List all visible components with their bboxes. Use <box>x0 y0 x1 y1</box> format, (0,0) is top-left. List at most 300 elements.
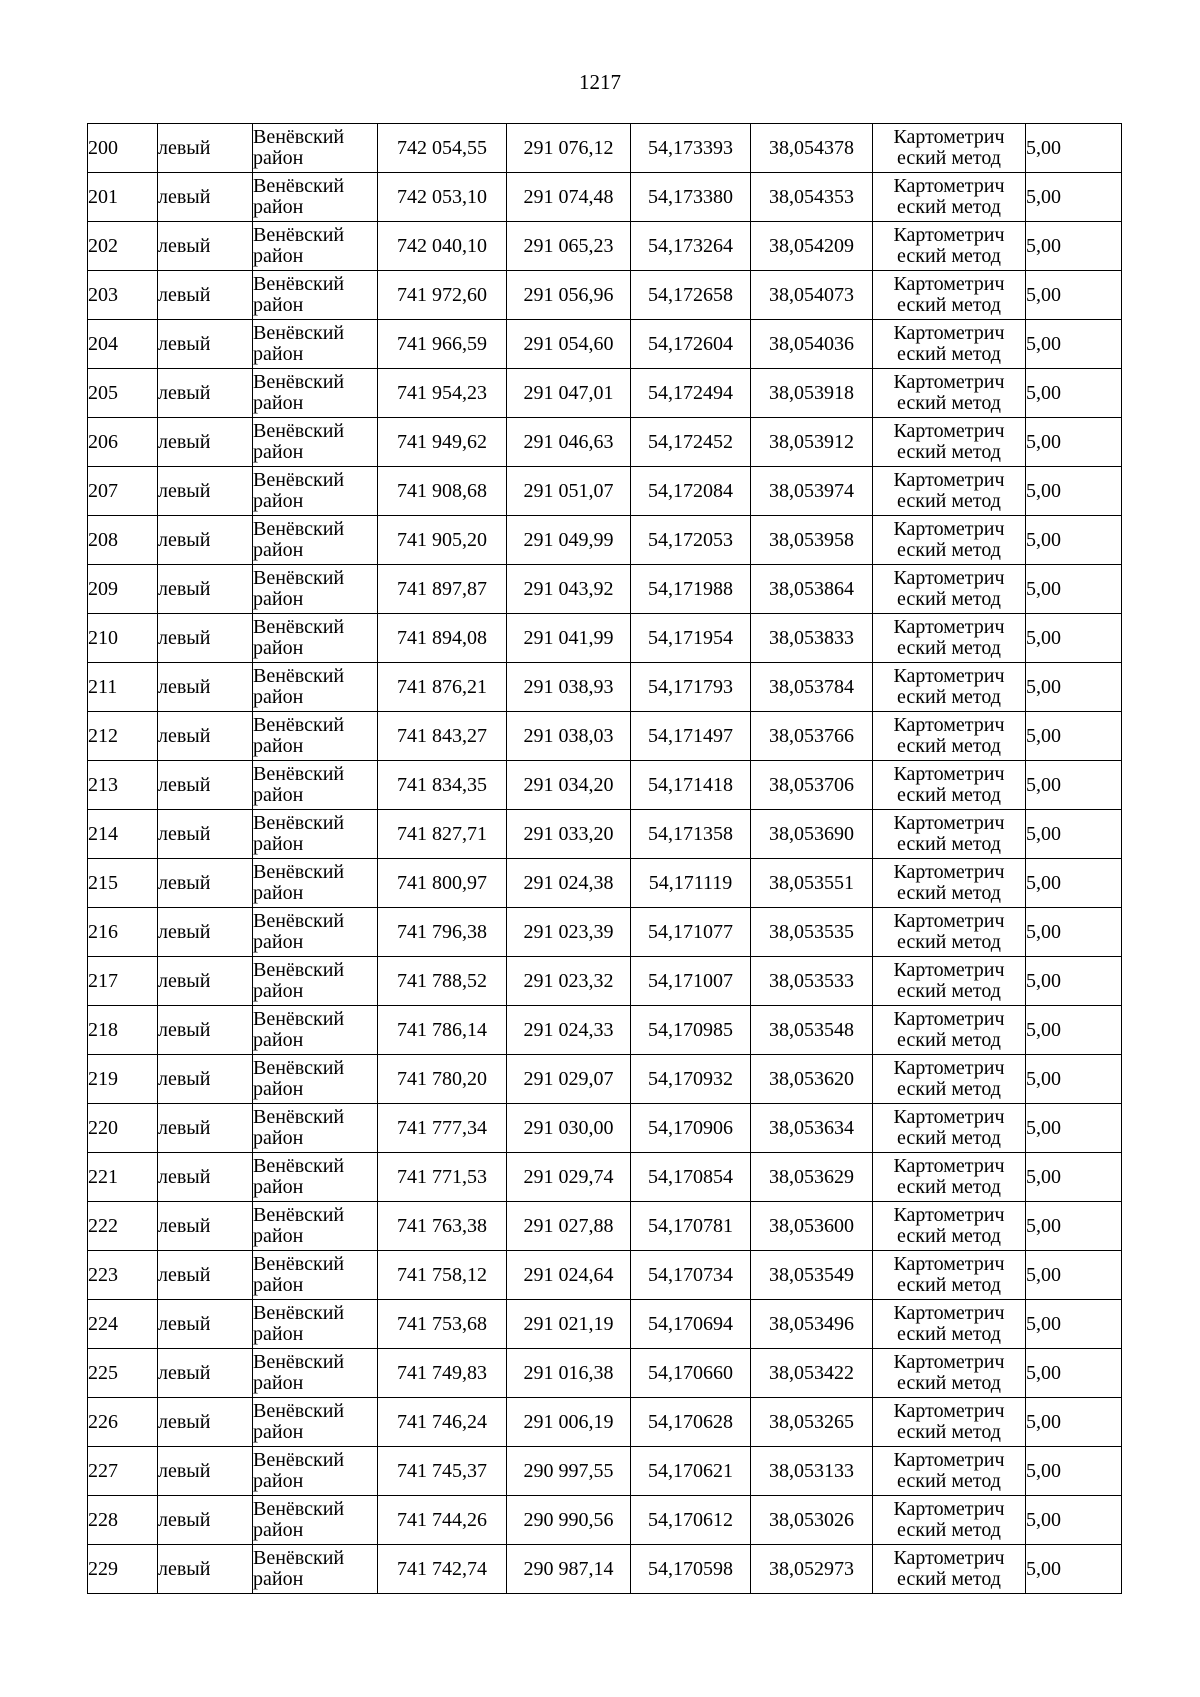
district-cell-line-2: район <box>253 1519 304 1541</box>
district-cell <box>253 810 378 859</box>
method-cell-line-1: Картометрич <box>893 518 1005 540</box>
method-cell-line-2: еский метод <box>897 784 1001 806</box>
method-cell-line-2: еский метод <box>897 1176 1001 1198</box>
latitude-cell: 54,171358 <box>631 810 751 859</box>
y-coordinate-cell: 291 034,20 <box>507 761 631 810</box>
district-cell-line-2: район <box>253 441 304 463</box>
method-cell-line-2: еский метод <box>897 441 1001 463</box>
method-cell-line-2: еский метод <box>897 1225 1001 1247</box>
method-cell-line-2: еский метод <box>897 882 1001 904</box>
table-row <box>88 859 1122 908</box>
method-cell <box>873 1055 1026 1104</box>
latitude-cell: 54,171793 <box>631 663 751 712</box>
district-cell <box>253 712 378 761</box>
table-row <box>88 908 1122 957</box>
table-row <box>88 1349 1122 1398</box>
district-cell-line-1: Венёвский <box>253 1302 345 1324</box>
longitude-cell: 38,053533 <box>751 957 873 1006</box>
side-cell: левый <box>158 1447 253 1496</box>
district-cell-line-1: Венёвский <box>253 518 345 540</box>
side-cell: левый <box>158 516 253 565</box>
district-cell-line-2: район <box>253 980 304 1002</box>
latitude-cell: 54,173393 <box>631 124 751 173</box>
district-cell <box>253 271 378 320</box>
x-coordinate-cell: 741 742,74 <box>378 1545 507 1594</box>
x-coordinate-cell: 741 777,34 <box>378 1104 507 1153</box>
district-cell-line-2: район <box>253 1372 304 1394</box>
y-coordinate-cell: 291 024,64 <box>507 1251 631 1300</box>
district-cell-line-1: Венёвский <box>253 224 345 246</box>
latitude-cell: 54,173264 <box>631 222 751 271</box>
table-row <box>88 418 1122 467</box>
district-cell <box>253 222 378 271</box>
method-cell <box>873 859 1026 908</box>
district-cell-line-2: район <box>253 1029 304 1051</box>
longitude-cell: 38,054209 <box>751 222 873 271</box>
point-number-cell: 214 <box>88 810 158 859</box>
district-cell <box>253 467 378 516</box>
latitude-cell: 54,171077 <box>631 908 751 957</box>
x-coordinate-cell: 741 745,37 <box>378 1447 507 1496</box>
latitude-cell: 54,170932 <box>631 1055 751 1104</box>
coordinates-table <box>87 123 1122 1594</box>
longitude-cell: 38,053706 <box>751 761 873 810</box>
side-cell: левый <box>158 369 253 418</box>
district-cell-line-1: Венёвский <box>253 861 345 883</box>
table-row <box>88 222 1122 271</box>
district-cell-line-2: район <box>253 882 304 904</box>
method-cell-line-2: еский метод <box>897 588 1001 610</box>
side-cell: левый <box>158 1349 253 1398</box>
point-number-cell: 218 <box>88 1006 158 1055</box>
method-cell-line-1: Картометрич <box>893 1351 1005 1373</box>
y-coordinate-cell: 291 043,92 <box>507 565 631 614</box>
district-cell <box>253 1055 378 1104</box>
x-coordinate-cell: 742 053,10 <box>378 173 507 222</box>
side-cell: левый <box>158 1006 253 1055</box>
latitude-cell: 54,171119 <box>631 859 751 908</box>
district-cell-line-2: район <box>253 196 304 218</box>
side-cell: левый <box>158 418 253 467</box>
latitude-cell: 54,170694 <box>631 1300 751 1349</box>
x-coordinate-cell: 741 800,97 <box>378 859 507 908</box>
district-cell-line-1: Венёвский <box>253 469 345 491</box>
method-cell-line-2: еский метод <box>897 637 1001 659</box>
y-coordinate-cell: 291 030,00 <box>507 1104 631 1153</box>
x-coordinate-cell: 741 954,23 <box>378 369 507 418</box>
accuracy-cell: 5,00 <box>1026 957 1122 1006</box>
method-cell-line-2: еский метод <box>897 1323 1001 1345</box>
district-cell-line-2: район <box>253 245 304 267</box>
y-coordinate-cell: 291 029,74 <box>507 1153 631 1202</box>
y-coordinate-cell: 291 049,99 <box>507 516 631 565</box>
district-cell-line-1: Венёвский <box>253 1155 345 1177</box>
longitude-cell: 38,052973 <box>751 1545 873 1594</box>
method-cell-line-1: Картометрич <box>893 1449 1005 1471</box>
method-cell-line-1: Картометрич <box>893 812 1005 834</box>
y-coordinate-cell: 291 033,20 <box>507 810 631 859</box>
method-cell <box>873 1202 1026 1251</box>
x-coordinate-cell: 741 876,21 <box>378 663 507 712</box>
method-cell-line-2: еский метод <box>897 1568 1001 1590</box>
method-cell-line-1: Картометрич <box>893 175 1005 197</box>
latitude-cell: 54,171497 <box>631 712 751 761</box>
method-cell-line-2: еский метод <box>897 343 1001 365</box>
method-cell <box>873 1006 1026 1055</box>
x-coordinate-cell: 741 834,35 <box>378 761 507 810</box>
method-cell-line-2: еский метод <box>897 147 1001 169</box>
district-cell-line-1: Венёвский <box>253 1498 345 1520</box>
method-cell-line-2: еский метод <box>897 294 1001 316</box>
method-cell-line-1: Картометрич <box>893 1302 1005 1324</box>
y-coordinate-cell: 291 054,60 <box>507 320 631 369</box>
accuracy-cell: 5,00 <box>1026 1447 1122 1496</box>
longitude-cell: 38,053551 <box>751 859 873 908</box>
district-cell-line-1: Венёвский <box>253 1057 345 1079</box>
district-cell-line-1: Венёвский <box>253 714 345 736</box>
point-number-cell: 209 <box>88 565 158 614</box>
y-coordinate-cell: 291 006,19 <box>507 1398 631 1447</box>
district-cell-line-2: район <box>253 686 304 708</box>
district-cell <box>253 1398 378 1447</box>
longitude-cell: 38,054073 <box>751 271 873 320</box>
method-cell-line-2: еский метод <box>897 539 1001 561</box>
accuracy-cell: 5,00 <box>1026 614 1122 663</box>
latitude-cell: 54,172604 <box>631 320 751 369</box>
longitude-cell: 38,053784 <box>751 663 873 712</box>
longitude-cell: 38,053766 <box>751 712 873 761</box>
table-row <box>88 712 1122 761</box>
accuracy-cell: 5,00 <box>1026 712 1122 761</box>
table-row <box>88 957 1122 1006</box>
accuracy-cell: 5,00 <box>1026 516 1122 565</box>
method-cell-line-1: Картометрич <box>893 1547 1005 1569</box>
district-cell-line-1: Венёвский <box>253 420 345 442</box>
accuracy-cell: 5,00 <box>1026 1251 1122 1300</box>
point-number-cell: 229 <box>88 1545 158 1594</box>
y-coordinate-cell: 291 029,07 <box>507 1055 631 1104</box>
point-number-cell: 215 <box>88 859 158 908</box>
district-cell <box>253 320 378 369</box>
latitude-cell: 54,170781 <box>631 1202 751 1251</box>
district-cell <box>253 1300 378 1349</box>
method-cell <box>873 1300 1026 1349</box>
method-cell-line-1: Картометрич <box>893 616 1005 638</box>
method-cell-line-1: Картометрич <box>893 273 1005 295</box>
district-cell-line-2: район <box>253 784 304 806</box>
district-cell <box>253 1153 378 1202</box>
point-number-cell: 227 <box>88 1447 158 1496</box>
side-cell: левый <box>158 1496 253 1545</box>
side-cell: левый <box>158 1202 253 1251</box>
latitude-cell: 54,172084 <box>631 467 751 516</box>
x-coordinate-cell: 741 763,38 <box>378 1202 507 1251</box>
method-cell <box>873 369 1026 418</box>
longitude-cell: 38,054378 <box>751 124 873 173</box>
point-number-cell: 224 <box>88 1300 158 1349</box>
y-coordinate-cell: 291 038,93 <box>507 663 631 712</box>
district-cell-line-1: Венёвский <box>253 1547 345 1569</box>
district-cell <box>253 1545 378 1594</box>
method-cell <box>873 761 1026 810</box>
district-cell-line-2: район <box>253 1274 304 1296</box>
district-cell-line-2: район <box>253 1470 304 1492</box>
method-cell <box>873 712 1026 761</box>
y-coordinate-cell: 291 076,12 <box>507 124 631 173</box>
y-coordinate-cell: 291 027,88 <box>507 1202 631 1251</box>
table-row <box>88 614 1122 663</box>
method-cell-line-1: Картометрич <box>893 714 1005 736</box>
longitude-cell: 38,053422 <box>751 1349 873 1398</box>
latitude-cell: 54,170854 <box>631 1153 751 1202</box>
district-cell <box>253 761 378 810</box>
longitude-cell: 38,053629 <box>751 1153 873 1202</box>
x-coordinate-cell: 742 040,10 <box>378 222 507 271</box>
latitude-cell: 54,170906 <box>631 1104 751 1153</box>
x-coordinate-cell: 741 749,83 <box>378 1349 507 1398</box>
accuracy-cell: 5,00 <box>1026 1349 1122 1398</box>
point-number-cell: 225 <box>88 1349 158 1398</box>
accuracy-cell: 5,00 <box>1026 418 1122 467</box>
x-coordinate-cell: 741 966,59 <box>378 320 507 369</box>
method-cell <box>873 320 1026 369</box>
method-cell-line-2: еский метод <box>897 980 1001 1002</box>
x-coordinate-cell: 741 905,20 <box>378 516 507 565</box>
method-cell-line-2: еский метод <box>897 1078 1001 1100</box>
table-body <box>88 124 1122 1594</box>
method-cell <box>873 810 1026 859</box>
x-coordinate-cell: 741 949,62 <box>378 418 507 467</box>
method-cell-line-1: Картометрич <box>893 665 1005 687</box>
side-cell: левый <box>158 1545 253 1594</box>
side-cell: левый <box>158 663 253 712</box>
district-cell-line-2: район <box>253 833 304 855</box>
district-cell <box>253 1496 378 1545</box>
y-coordinate-cell: 291 024,33 <box>507 1006 631 1055</box>
table-row <box>88 1545 1122 1594</box>
table-row <box>88 1447 1122 1496</box>
method-cell-line-2: еский метод <box>897 686 1001 708</box>
method-cell <box>873 565 1026 614</box>
x-coordinate-cell: 741 753,68 <box>378 1300 507 1349</box>
method-cell <box>873 418 1026 467</box>
point-number-cell: 217 <box>88 957 158 1006</box>
point-number-cell: 213 <box>88 761 158 810</box>
side-cell: левый <box>158 957 253 1006</box>
method-cell-line-2: еский метод <box>897 1127 1001 1149</box>
point-number-cell: 222 <box>88 1202 158 1251</box>
point-number-cell: 202 <box>88 222 158 271</box>
method-cell <box>873 957 1026 1006</box>
latitude-cell: 54,173380 <box>631 173 751 222</box>
longitude-cell: 38,053265 <box>751 1398 873 1447</box>
accuracy-cell: 5,00 <box>1026 1398 1122 1447</box>
district-cell-line-1: Венёвский <box>253 910 345 932</box>
district-cell <box>253 614 378 663</box>
side-cell: левый <box>158 124 253 173</box>
method-cell-line-2: еский метод <box>897 1519 1001 1541</box>
table-row <box>88 810 1122 859</box>
method-cell <box>873 173 1026 222</box>
x-coordinate-cell: 741 796,38 <box>378 908 507 957</box>
district-cell <box>253 663 378 712</box>
side-cell: левый <box>158 859 253 908</box>
district-cell-line-1: Венёвский <box>253 763 345 785</box>
longitude-cell: 38,053958 <box>751 516 873 565</box>
side-cell: левый <box>158 810 253 859</box>
method-cell-line-1: Картометрич <box>893 469 1005 491</box>
district-cell-line-2: район <box>253 490 304 512</box>
district-cell-line-1: Венёвский <box>253 665 345 687</box>
point-number-cell: 223 <box>88 1251 158 1300</box>
method-cell-line-2: еский метод <box>897 1372 1001 1394</box>
district-cell-line-1: Венёвский <box>253 1400 345 1422</box>
side-cell: левый <box>158 1251 253 1300</box>
method-cell <box>873 1447 1026 1496</box>
district-cell-line-1: Венёвский <box>253 1008 345 1030</box>
method-cell-line-1: Картометрич <box>893 959 1005 981</box>
method-cell-line-1: Картометрич <box>893 1155 1005 1177</box>
district-cell <box>253 1104 378 1153</box>
longitude-cell: 38,053535 <box>751 908 873 957</box>
x-coordinate-cell: 741 908,68 <box>378 467 507 516</box>
accuracy-cell: 5,00 <box>1026 1055 1122 1104</box>
point-number-cell: 212 <box>88 712 158 761</box>
method-cell-line-1: Картометрич <box>893 1057 1005 1079</box>
method-cell <box>873 1496 1026 1545</box>
table-row <box>88 663 1122 712</box>
longitude-cell: 38,053912 <box>751 418 873 467</box>
method-cell-line-1: Картометрич <box>893 567 1005 589</box>
table-row <box>88 320 1122 369</box>
method-cell <box>873 271 1026 320</box>
latitude-cell: 54,170598 <box>631 1545 751 1594</box>
table-row <box>88 1104 1122 1153</box>
accuracy-cell: 5,00 <box>1026 124 1122 173</box>
method-cell-line-1: Картометрич <box>893 1253 1005 1275</box>
side-cell: левый <box>158 1055 253 1104</box>
table-row <box>88 761 1122 810</box>
accuracy-cell: 5,00 <box>1026 271 1122 320</box>
district-cell-line-1: Венёвский <box>253 273 345 295</box>
table-row <box>88 565 1122 614</box>
latitude-cell: 54,170660 <box>631 1349 751 1398</box>
district-cell <box>253 859 378 908</box>
accuracy-cell: 5,00 <box>1026 1202 1122 1251</box>
accuracy-cell: 5,00 <box>1026 565 1122 614</box>
method-cell <box>873 663 1026 712</box>
x-coordinate-cell: 741 758,12 <box>378 1251 507 1300</box>
longitude-cell: 38,053918 <box>751 369 873 418</box>
point-number-cell: 210 <box>88 614 158 663</box>
point-number-cell: 219 <box>88 1055 158 1104</box>
accuracy-cell: 5,00 <box>1026 810 1122 859</box>
method-cell-line-1: Картометрич <box>893 1008 1005 1030</box>
x-coordinate-cell: 741 746,24 <box>378 1398 507 1447</box>
district-cell-line-1: Венёвский <box>253 567 345 589</box>
longitude-cell: 38,054036 <box>751 320 873 369</box>
point-number-cell: 200 <box>88 124 158 173</box>
district-cell-line-1: Венёвский <box>253 1106 345 1128</box>
accuracy-cell: 5,00 <box>1026 1496 1122 1545</box>
latitude-cell: 54,170985 <box>631 1006 751 1055</box>
method-cell <box>873 516 1026 565</box>
district-cell-line-2: район <box>253 1176 304 1198</box>
district-cell-line-1: Венёвский <box>253 812 345 834</box>
table-row <box>88 271 1122 320</box>
accuracy-cell: 5,00 <box>1026 1300 1122 1349</box>
point-number-cell: 216 <box>88 908 158 957</box>
district-cell <box>253 1202 378 1251</box>
y-coordinate-cell: 291 016,38 <box>507 1349 631 1398</box>
y-coordinate-cell: 290 987,14 <box>507 1545 631 1594</box>
latitude-cell: 54,170628 <box>631 1398 751 1447</box>
table-row <box>88 173 1122 222</box>
method-cell-line-2: еский метод <box>897 1421 1001 1443</box>
longitude-cell: 38,053548 <box>751 1006 873 1055</box>
point-number-cell: 201 <box>88 173 158 222</box>
district-cell <box>253 565 378 614</box>
district-cell-line-2: район <box>253 1225 304 1247</box>
district-cell-line-2: район <box>253 1421 304 1443</box>
method-cell-line-2: еский метод <box>897 1274 1001 1296</box>
method-cell <box>873 124 1026 173</box>
side-cell: левый <box>158 908 253 957</box>
y-coordinate-cell: 290 990,56 <box>507 1496 631 1545</box>
longitude-cell: 38,053620 <box>751 1055 873 1104</box>
x-coordinate-cell: 741 843,27 <box>378 712 507 761</box>
district-cell-line-2: район <box>253 637 304 659</box>
point-number-cell: 226 <box>88 1398 158 1447</box>
latitude-cell: 54,171007 <box>631 957 751 1006</box>
latitude-cell: 54,171954 <box>631 614 751 663</box>
latitude-cell: 54,170621 <box>631 1447 751 1496</box>
method-cell-line-1: Картометрич <box>893 1204 1005 1226</box>
point-number-cell: 206 <box>88 418 158 467</box>
x-coordinate-cell: 742 054,55 <box>378 124 507 173</box>
table-row <box>88 516 1122 565</box>
side-cell: левый <box>158 565 253 614</box>
district-cell-line-2: район <box>253 588 304 610</box>
district-cell <box>253 1251 378 1300</box>
side-cell: левый <box>158 1153 253 1202</box>
method-cell <box>873 1153 1026 1202</box>
district-cell <box>253 418 378 467</box>
latitude-cell: 54,172452 <box>631 418 751 467</box>
district-cell-line-1: Венёвский <box>253 126 345 148</box>
y-coordinate-cell: 291 038,03 <box>507 712 631 761</box>
y-coordinate-cell: 291 065,23 <box>507 222 631 271</box>
method-cell-line-2: еский метод <box>897 931 1001 953</box>
latitude-cell: 54,171418 <box>631 761 751 810</box>
method-cell-line-1: Картометрич <box>893 420 1005 442</box>
method-cell-line-2: еский метод <box>897 833 1001 855</box>
latitude-cell: 54,170612 <box>631 1496 751 1545</box>
district-cell <box>253 1006 378 1055</box>
method-cell-line-2: еский метод <box>897 196 1001 218</box>
method-cell-line-2: еский метод <box>897 245 1001 267</box>
district-cell-line-2: район <box>253 1078 304 1100</box>
x-coordinate-cell: 741 897,87 <box>378 565 507 614</box>
table-row <box>88 1300 1122 1349</box>
district-cell-line-2: район <box>253 735 304 757</box>
method-cell <box>873 222 1026 271</box>
method-cell-line-1: Картометрич <box>893 910 1005 932</box>
accuracy-cell: 5,00 <box>1026 859 1122 908</box>
district-cell <box>253 173 378 222</box>
longitude-cell: 38,054353 <box>751 173 873 222</box>
method-cell <box>873 1251 1026 1300</box>
